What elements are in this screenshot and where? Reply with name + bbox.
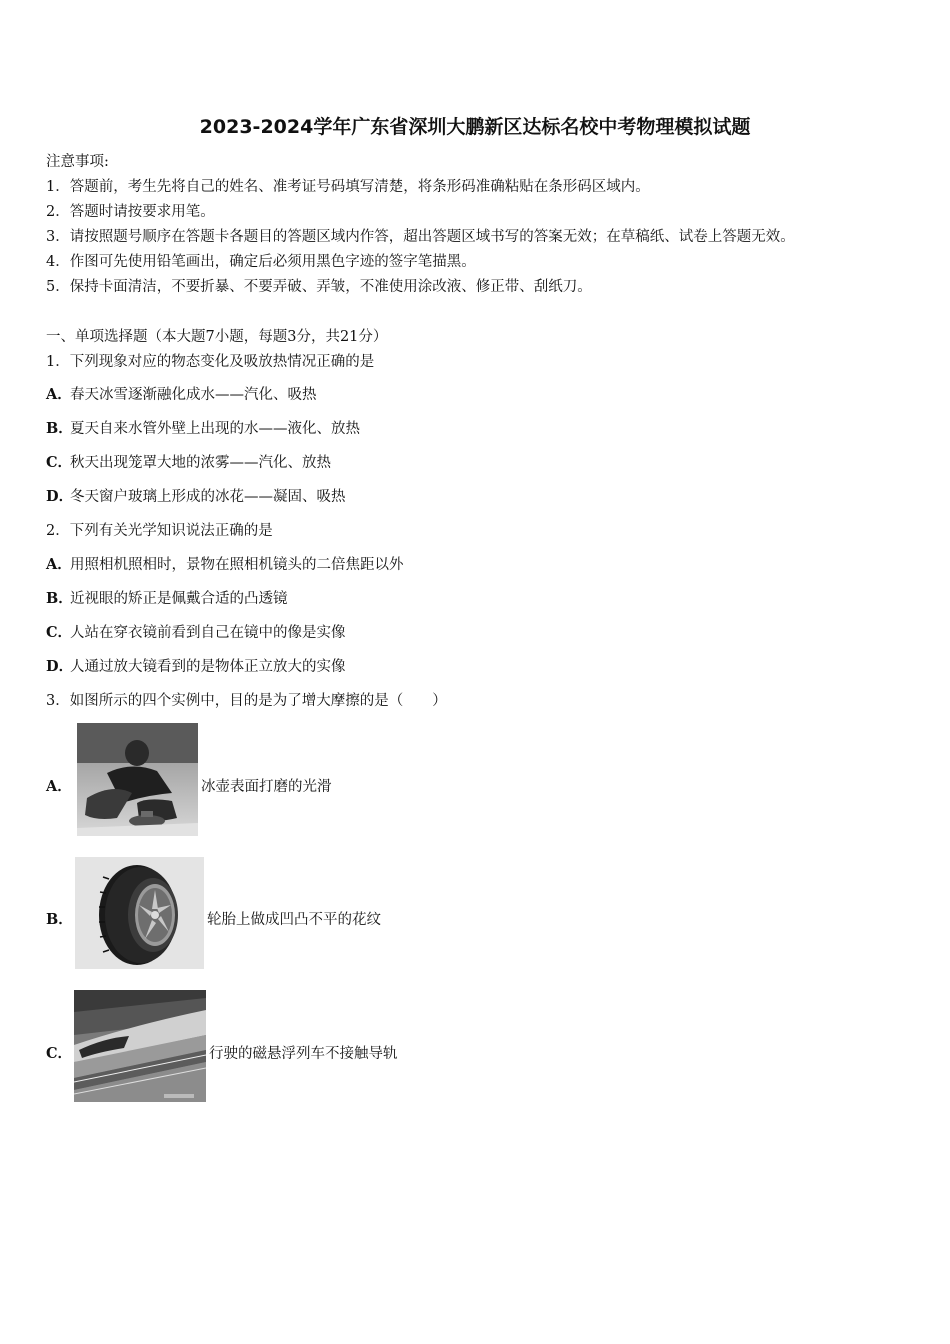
option-text: 行驶的磁悬浮列车不接触导轨 [209,1046,398,1062]
option-text: 用照相机照相时，景物在照相机镜头的二倍焦距以外 [70,557,404,573]
option-text: 人通过放大镜看到的是物体正立放大的实像 [70,659,346,675]
option-text: 秋天出现笼罩大地的浓雾——汽化、放热 [70,455,331,471]
question-3-option-a [46,723,546,838]
option-letter: A． [46,778,72,795]
option-text: 冬天窗户玻璃上形成的冰花——凝固、吸热 [70,489,346,505]
question-1-stem: 1．下列现象对应的物态变化及吸放热情况正确的是 [46,354,375,370]
tire-photo-icon [75,857,204,969]
question-1-option-a [46,385,317,405]
option-letter: C． [46,454,73,471]
notice-item-4: 4．作图可先使用铅笔画出，确定后必须用黑色字迹的签字笔描黑。 [46,254,476,270]
option-text: 夏天自来水管外壁上出现的水——液化、放热 [70,421,360,437]
question-2-option-a [46,555,404,575]
question-1-option-d [46,487,346,507]
notice-item-2: 2．答题时请按要求用笔。 [46,204,215,220]
maglev-train-photo-icon [74,990,206,1102]
page-title: 2023-2024学年广东省深圳大鹏新区达标名校中考物理模拟试题 [199,116,751,138]
section-heading: 一、单项选择题（本大题7小题，每题3分，共21分） [46,329,388,345]
curling-photo-icon [77,723,198,836]
question-1-option-b [46,419,360,439]
option-letter: C． [46,1045,73,1062]
question-2-stem: 2．下列有关光学知识说法正确的是 [46,523,273,539]
question-3-option-b [46,857,546,972]
option-text: 人站在穿衣镜前看到自己在镜中的像是实像 [70,625,346,641]
option-letter: C． [46,624,73,641]
notice-item-5: 5．保持卡面清洁，不要折暴、不要弄破、弄皱，不准使用涂改液、修正带、刮纸刀。 [46,279,592,295]
option-text: 近视眼的矫正是佩戴合适的凸透镜 [70,591,288,607]
option-text: 冰壶表面打磨的光滑 [201,779,332,795]
question-2-option-b [46,589,288,609]
notice-item-1: 1．答题前，考生先将自己的姓名、准考证号码填写清楚，将条形码准确粘贴在条形码区域内。 [46,179,650,195]
option-letter: D． [46,658,74,675]
option-letter: B． [46,420,73,437]
option-text: 春天冰雪逐渐融化成水——汽化、吸热 [70,387,317,403]
option-letter: B． [46,590,73,607]
question-3-stem: 3．如图所示的四个实例中，目的是为了增大摩擦的是（ ） [46,693,447,709]
option-letter: A． [46,556,72,573]
question-1-option-c [46,453,331,473]
question-2-option-d [46,657,346,677]
notice-heading: 注意事项: [46,154,109,170]
option-letter: A． [46,386,72,403]
option-letter: B． [46,911,73,928]
notice-item-3: 3．请按照题号顺序在答题卡各题目的答题区域内作答，超出答题区域书写的答案无效；在草稿纸、试卷上答题无效。 [46,229,795,245]
option-letter: D． [46,488,74,505]
question-2-option-c [46,623,346,643]
question-3-option-c [46,990,546,1105]
option-text: 轮胎上做成凹凸不平的花纹 [207,912,381,928]
